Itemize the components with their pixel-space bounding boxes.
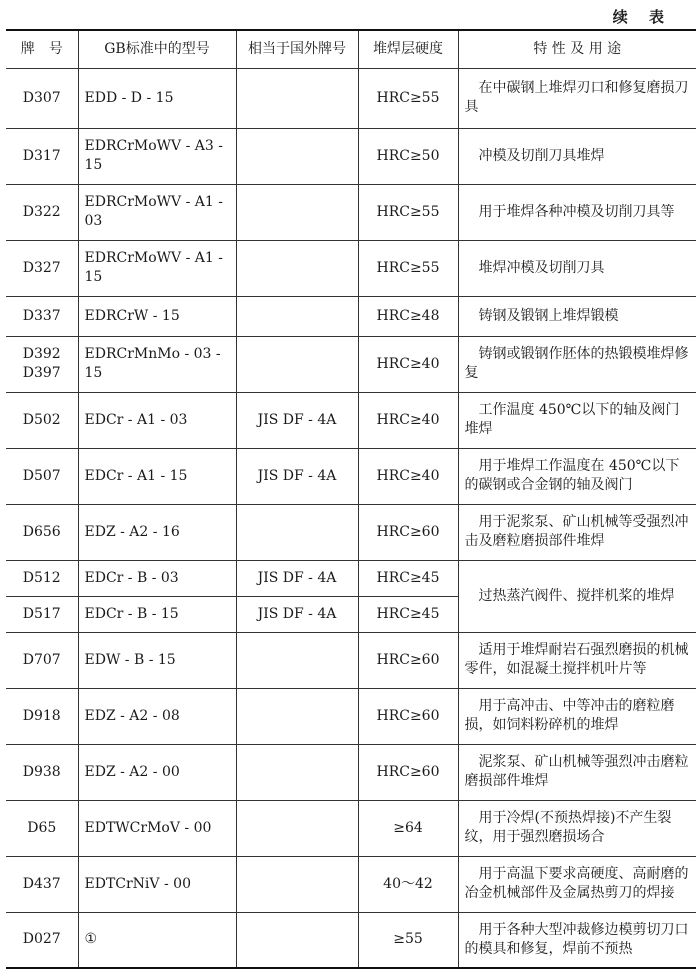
cell-foreign-brand xyxy=(236,504,358,560)
cell-foreign-brand xyxy=(236,856,358,912)
cell-brand: D307 xyxy=(6,68,78,128)
cell-gb-model: EDRCrMoWV - A1 - 15 xyxy=(78,240,236,296)
cell-gb-model: EDZ - A2 - 16 xyxy=(78,504,236,560)
use-text: 铸钢或锻钢作胚体的热锻模堆焊修复 xyxy=(464,346,689,381)
cell-use xyxy=(458,744,696,800)
cell-gb-model: EDW - B - 15 xyxy=(78,632,236,688)
cell-brand: D337 xyxy=(6,296,78,336)
use-text: 用于高温下要求高硬度、高耐磨的冶金机械部件及金属热剪刀的焊接 xyxy=(464,866,689,901)
cell-gb-model: EDRCrMnMo - 03 - 15 xyxy=(78,336,236,392)
table-header-row xyxy=(6,30,696,68)
cell-hardness: HRC≥40 xyxy=(358,392,458,448)
cell-use xyxy=(458,504,696,560)
header-hardness: 堆焊层硬度 xyxy=(358,30,458,68)
cell-brand: D512 xyxy=(6,560,78,596)
cell-gb-model: EDD - D - 15 xyxy=(78,68,236,128)
cell-use xyxy=(458,632,696,688)
cell-gb-model: EDRCrMoWV - A3 - 15 xyxy=(78,128,236,184)
use-text: 用于高冲击、中等冲击的磨粒磨损，如饲料粉碎机的堆焊 xyxy=(464,698,675,733)
cell-brand: D502 xyxy=(6,392,78,448)
use-text: 泥浆泵、矿山机械等强烈冲击磨粒磨损部件堆焊 xyxy=(464,754,689,789)
cell-foreign-brand xyxy=(236,336,358,392)
cell-gb-model: EDRCrMoWV - A1 - 03 xyxy=(78,184,236,240)
use-text: 适用于堆焊耐岩石强烈磨损的机械零件，如混凝土搅拌机叶片等 xyxy=(464,642,689,677)
table-row xyxy=(6,240,696,296)
use-text: 在中碳钢上堆焊刃口和修复磨损刀具 xyxy=(464,80,689,115)
table-row xyxy=(6,68,696,128)
cell-gb-model: EDCr - A1 - 03 xyxy=(78,392,236,448)
cell-brand: D938 xyxy=(6,744,78,800)
cell-use xyxy=(458,392,696,448)
cell-hardness: ≥64 xyxy=(358,800,458,856)
cell-gb-model: EDZ - A2 - 00 xyxy=(78,744,236,800)
cell-foreign-brand: JIS DF - 4A xyxy=(236,392,358,448)
cell-foreign-brand xyxy=(236,912,358,968)
table-row xyxy=(6,184,696,240)
use-text: 用于泥浆泵、矿山机械等受强烈冲击及磨粒磨损部件堆焊 xyxy=(464,514,689,549)
use-text: 用于各种大型冲裁修边模剪切刀口的模具和修复，焊前不预热 xyxy=(464,921,689,957)
cell-use xyxy=(458,184,696,240)
use-text: 冲模及切削刀具堆焊 xyxy=(478,147,605,164)
header-foreign-brand: 相当于国外牌号 xyxy=(236,30,358,68)
use-text: 用于堆焊工作温度在 450℃以下的碳钢或合金钢的轴及阀门 xyxy=(464,458,680,493)
table-row xyxy=(6,912,696,968)
cell-brand: D65 xyxy=(6,800,78,856)
cell-use xyxy=(458,296,696,336)
cell-hardness: HRC≥55 xyxy=(358,68,458,128)
table-row xyxy=(6,392,696,448)
cell-gb-model: EDZ - A2 - 08 xyxy=(78,688,236,744)
cell-brand: D656 xyxy=(6,504,78,560)
cell-use xyxy=(458,128,696,184)
cell-hardness: HRC≥55 xyxy=(358,184,458,240)
header-brand: 牌 号 xyxy=(6,30,78,68)
table-row xyxy=(6,800,696,856)
cell-hardness: HRC≥40 xyxy=(358,336,458,392)
cell-brand: D317 xyxy=(6,128,78,184)
cell-use xyxy=(458,800,696,856)
cell-hardness: HRC≥40 xyxy=(358,448,458,504)
cell-foreign-brand: JIS DF - 4A xyxy=(236,448,358,504)
cell-hardness: HRC≥55 xyxy=(358,240,458,296)
cell-hardness: HRC≥60 xyxy=(358,632,458,688)
cell-use xyxy=(458,240,696,296)
cell-gb-model: EDRCrW - 15 xyxy=(78,296,236,336)
table-row xyxy=(6,448,696,504)
cell-hardness: HRC≥60 xyxy=(358,688,458,744)
cell-gb-model: EDCr - B - 15 xyxy=(78,596,236,632)
cell-use xyxy=(458,688,696,744)
cell-hardness: HRC≥45 xyxy=(358,596,458,632)
table-row xyxy=(6,688,696,744)
cell-use xyxy=(458,336,696,392)
cell-use xyxy=(458,560,696,632)
cell-gb-model: EDTWCrMoV - 00 xyxy=(78,800,236,856)
electrode-spec-table xyxy=(6,29,696,969)
table-row xyxy=(6,336,696,392)
cell-brand: D322 xyxy=(6,184,78,240)
use-text: 工作温度 450℃以下的轴及阀门堆焊 xyxy=(464,402,680,437)
cell-use xyxy=(458,912,696,968)
cell-foreign-brand xyxy=(236,688,358,744)
header-use: 特 性 及 用 途 xyxy=(458,30,696,68)
cell-brand: D507 xyxy=(6,448,78,504)
continued-label: 续 表 xyxy=(612,8,672,26)
cell-hardness: 40～42 xyxy=(358,856,458,912)
cell-foreign-brand xyxy=(236,240,358,296)
cell-use xyxy=(458,68,696,128)
cell-foreign-brand xyxy=(236,184,358,240)
cell-gb-model: EDTCrNiV - 00 xyxy=(78,856,236,912)
cell-brand: D027 xyxy=(6,912,78,968)
cell-foreign-brand xyxy=(236,128,358,184)
table-row xyxy=(6,744,696,800)
cell-foreign-brand xyxy=(236,632,358,688)
cell-foreign-brand xyxy=(236,296,358,336)
use-text: 堆焊冲模及切削刀具 xyxy=(478,259,605,276)
cell-brand: D392 D397 xyxy=(6,336,78,392)
cell-hardness: HRC≥60 xyxy=(358,744,458,800)
cell-gb-model: EDCr - A1 - 15 xyxy=(78,448,236,504)
cell-brand: D707 xyxy=(6,632,78,688)
header-gb-model: GB标准中的型号 xyxy=(78,30,236,68)
cell-hardness: HRC≥50 xyxy=(358,128,458,184)
cell-foreign-brand: JIS DF - 4A xyxy=(236,560,358,596)
cell-brand: D517 xyxy=(6,596,78,632)
cell-gb-model: EDCr - B - 03 xyxy=(78,560,236,596)
table-row xyxy=(6,632,696,688)
cell-foreign-brand xyxy=(236,800,358,856)
cell-use xyxy=(458,448,696,504)
use-text: 用于堆焊各种冲模及切削刀具等 xyxy=(478,203,675,220)
cell-foreign-brand xyxy=(236,68,358,128)
cell-brand: D327 xyxy=(6,240,78,296)
use-text: 铸钢及锻钢上堆焊锻模 xyxy=(478,307,619,324)
table-row xyxy=(6,856,696,912)
cell-hardness: HRC≥60 xyxy=(358,504,458,560)
cell-hardness: HRC≥48 xyxy=(358,296,458,336)
use-text: 用于冷焊(不预热焊接)不产生裂纹，用于强烈磨损场合 xyxy=(464,810,672,845)
table-row xyxy=(6,504,696,560)
cell-hardness: HRC≥45 xyxy=(358,560,458,596)
cell-brand: D437 xyxy=(6,856,78,912)
table-row xyxy=(6,296,696,336)
table-row xyxy=(6,560,696,596)
table-row xyxy=(6,128,696,184)
cell-foreign-brand xyxy=(236,744,358,800)
cell-use xyxy=(458,856,696,912)
cell-hardness: ≥55 xyxy=(358,912,458,968)
cell-foreign-brand: JIS DF - 4A xyxy=(236,596,358,632)
cell-brand: D918 xyxy=(6,688,78,744)
cell-gb-model: ① xyxy=(78,912,236,968)
use-text: 过热蒸汽阀件、搅拌机桨的堆焊 xyxy=(478,587,675,604)
